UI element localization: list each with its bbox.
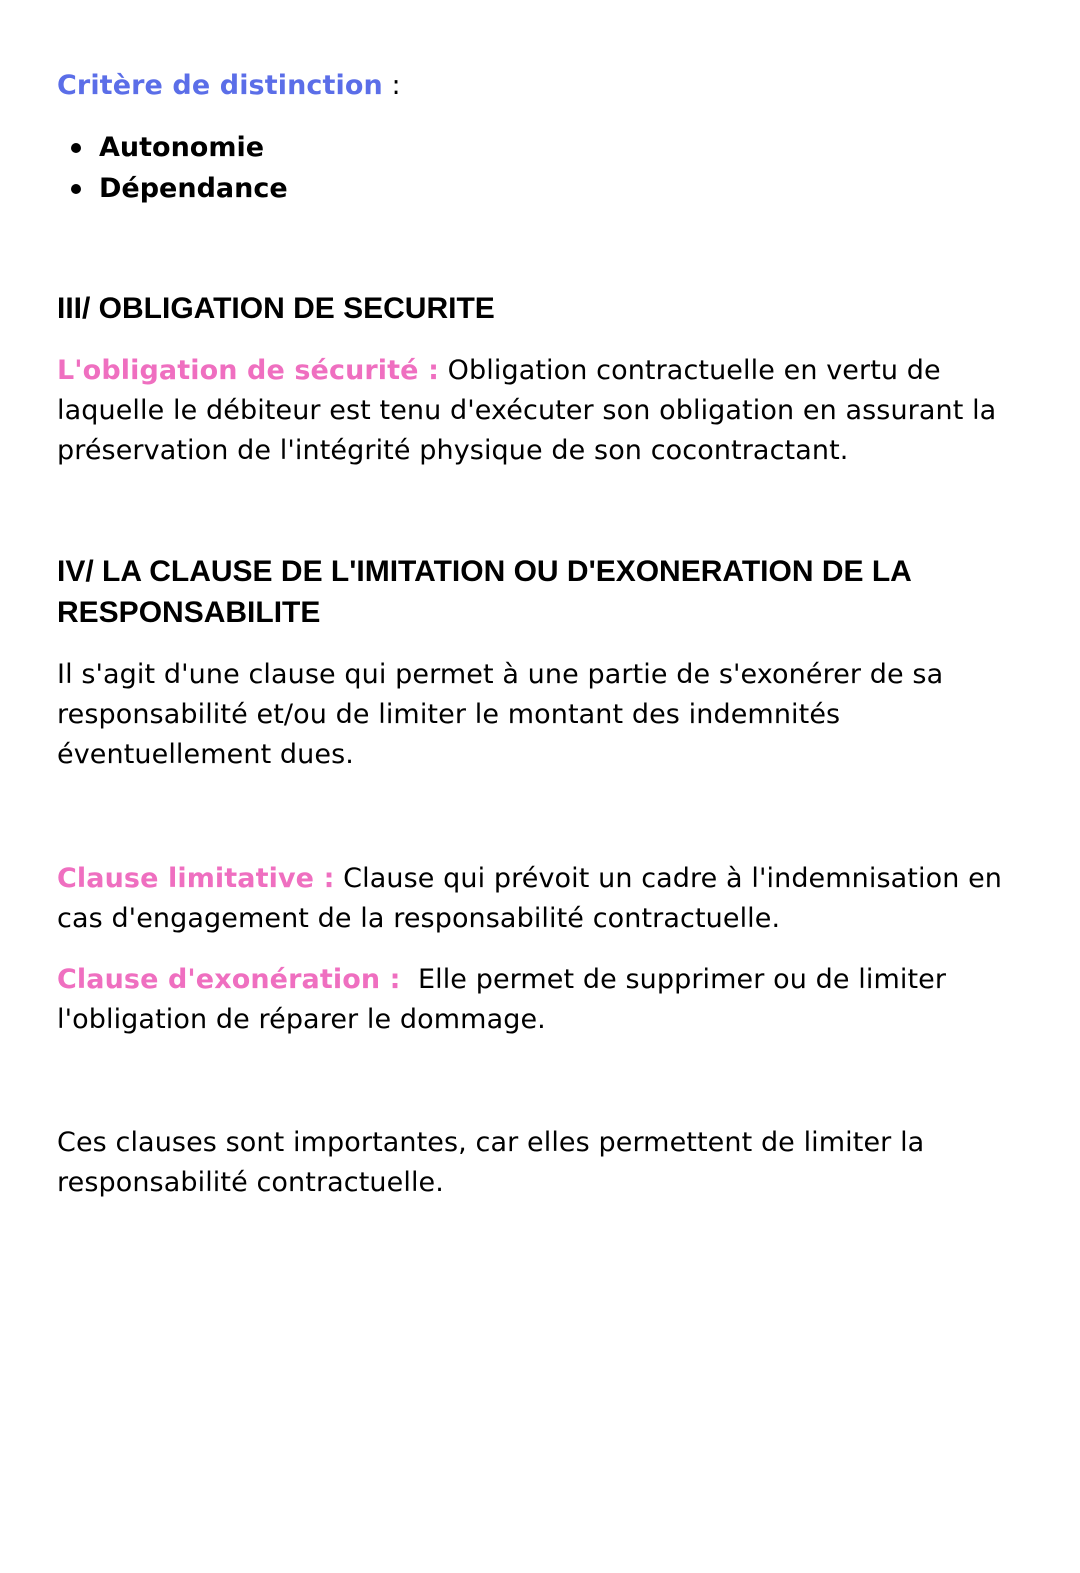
- criteria-list-block: [57, 127, 1047, 209]
- bullet-icon: [71, 184, 81, 194]
- security-obligation-text: Obligation contractuelle en vertu de laquelle le débiteur est tenu d'exécuter son obligation en assurant la préservation de l'intégrité physique de son cocontractant.: [57, 355, 997, 466]
- security-obligation-term: L'obligation de sécurité :: [57, 355, 439, 386]
- bullet-icon: [71, 143, 81, 153]
- conclusion-block: [57, 1123, 1047, 1203]
- exoneration-clause: [57, 960, 1047, 1040]
- limitative-clause-term: Clause limitative :: [57, 863, 335, 894]
- criteria-line: [57, 66, 1047, 106]
- section3-definition-block: [57, 351, 1047, 471]
- section4-intro-block: [57, 655, 1047, 775]
- list-item-label: Autonomie: [99, 132, 265, 163]
- criteria-section: [57, 66, 1047, 106]
- exoneration-clause-text: Elle permet de supprimer ou de limiter l'obligation de réparer le dommage.: [57, 964, 955, 1035]
- limitative-clause-text: Clause qui prévoit un cadre à l'indemnisation en cas d'engagement de la responsabilité contractuelle.: [57, 863, 1003, 934]
- criteria-colon: :: [382, 70, 401, 101]
- criteria-term: Critère de distinction: [57, 70, 383, 101]
- limitative-clause-block: [57, 859, 1047, 939]
- section4: [57, 551, 1047, 633]
- list-item: [57, 127, 1047, 168]
- section3-heading: III/ OBLIGATION DE SECURITE: [57, 292, 495, 325]
- exoneration-clause-block: [57, 960, 1047, 1040]
- section4-heading: IV/ LA CLAUSE DE L'IMITATION OU D'EXONERATION DE LA RESPONSABILITE: [57, 555, 911, 629]
- list-item: [57, 168, 1047, 209]
- criteria-list: [57, 127, 1047, 209]
- list-item-label: Dépendance: [99, 173, 288, 204]
- section3: [57, 288, 1047, 329]
- exoneration-clause-term: Clause d'exonération :: [57, 964, 401, 995]
- limitative-clause: [57, 859, 1047, 939]
- conclusion: Ces clauses sont importantes, car elles permettent de limiter la responsabilité contractuelle.: [57, 1127, 925, 1198]
- section3-definition: [57, 351, 1047, 471]
- section4-intro: Il s'agit d'une clause qui permet à une partie de s'exonérer de sa responsabilité et/ou de limiter le montant des indemnités éventuellement dues.: [57, 659, 944, 770]
